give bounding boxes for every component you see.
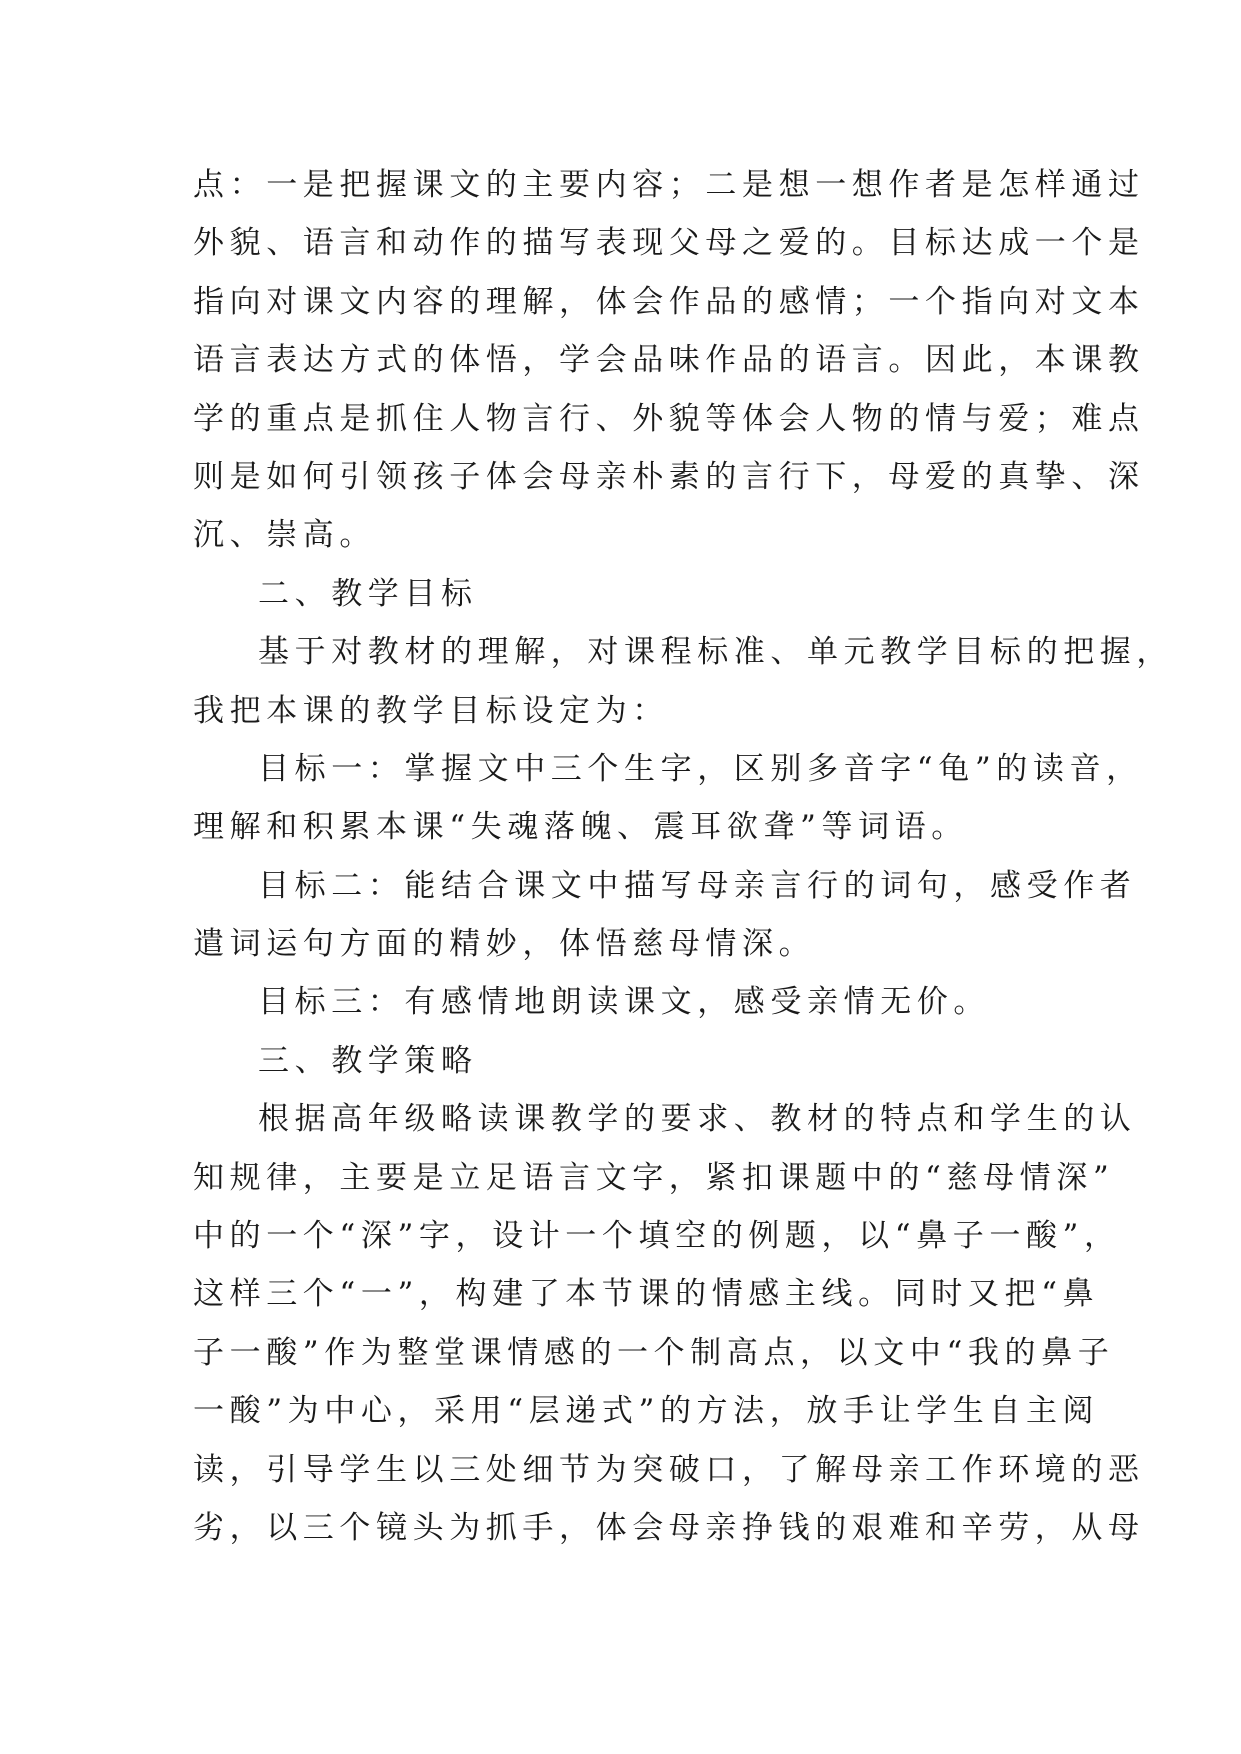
paragraph-line: 中的一个“深”字，设计一个填空的例题，以“鼻子一酸”， (193, 1218, 1121, 1255)
paragraph-line: 语言表达方式的体悟，学会品味作品的语言。因此，本课教 (193, 342, 1145, 379)
paragraph-line: 外貌、语言和动作的描写表现父母之爱的。目标达成一个是 (193, 225, 1145, 262)
paragraph-line: 点：一是把握课文的主要内容；二是想一想作者是怎样通过 (193, 167, 1145, 203)
section-heading: 二、教学目标 (258, 575, 478, 612)
paragraph-line: 理解和积累本课“失魂落魄、震耳欲聋”等词语。 (193, 809, 968, 846)
paragraph-line: 目标一：掌握文中三个生字，区别多音字“龟”的读音， (258, 750, 1143, 787)
document-body (193, 156, 1173, 1557)
paragraph-line: 劣，以三个镜头为抓手，体会母亲挣钱的艰难和辛劳，从母 (193, 1509, 1145, 1546)
paragraph-line: 沉、崇高。 (193, 517, 376, 554)
paragraph-line: 读，引导学生以三处细节为突破口，了解母亲工作环境的恶 (193, 1451, 1145, 1488)
paragraph-line: 学的重点是抓住人物言行、外貌等体会人物的情与爱；难点 (193, 400, 1145, 437)
paragraph-line: 遣词运句方面的精妙，体悟慈母情深。 (193, 926, 816, 963)
paragraph-line: 知规律，主要是立足语言文字，紧扣课题中的“慈母情深” (193, 1159, 1115, 1196)
paragraph-line: 子一酸”作为整堂课情感的一个制高点，以文中“我的鼻子 (193, 1334, 1115, 1371)
paragraph-line: 则是如何引领孩子体会母亲朴素的言行下，母爱的真挚、深 (193, 458, 1145, 495)
section-heading: 三、教学策略 (258, 1042, 478, 1079)
paragraph-line: 目标二：能结合课文中描写母亲言行的词句，感受作者 (258, 867, 1137, 904)
paragraph-line: 根据高年级略读课教学的要求、教材的特点和学生的认 (258, 1101, 1137, 1138)
paragraph-line: 目标三：有感情地朗读课文，感受亲情无价。 (258, 984, 990, 1021)
paragraph-line: 基于对教材的理解，对课程标准、单元教学目标的把握， (258, 634, 1173, 671)
paragraph-line: 一酸”为中心，采用“层递式”的方法，放手让学生自主阅 (193, 1393, 1100, 1430)
paragraph-line: 这样三个“一”，构建了本节课的情感主线。同时又把“鼻 (193, 1276, 1100, 1313)
paragraph-line: 我把本课的教学目标设定为： (193, 692, 669, 729)
paragraph-line: 指向对课文内容的理解，体会作品的感情；一个指向对文本 (193, 283, 1145, 320)
